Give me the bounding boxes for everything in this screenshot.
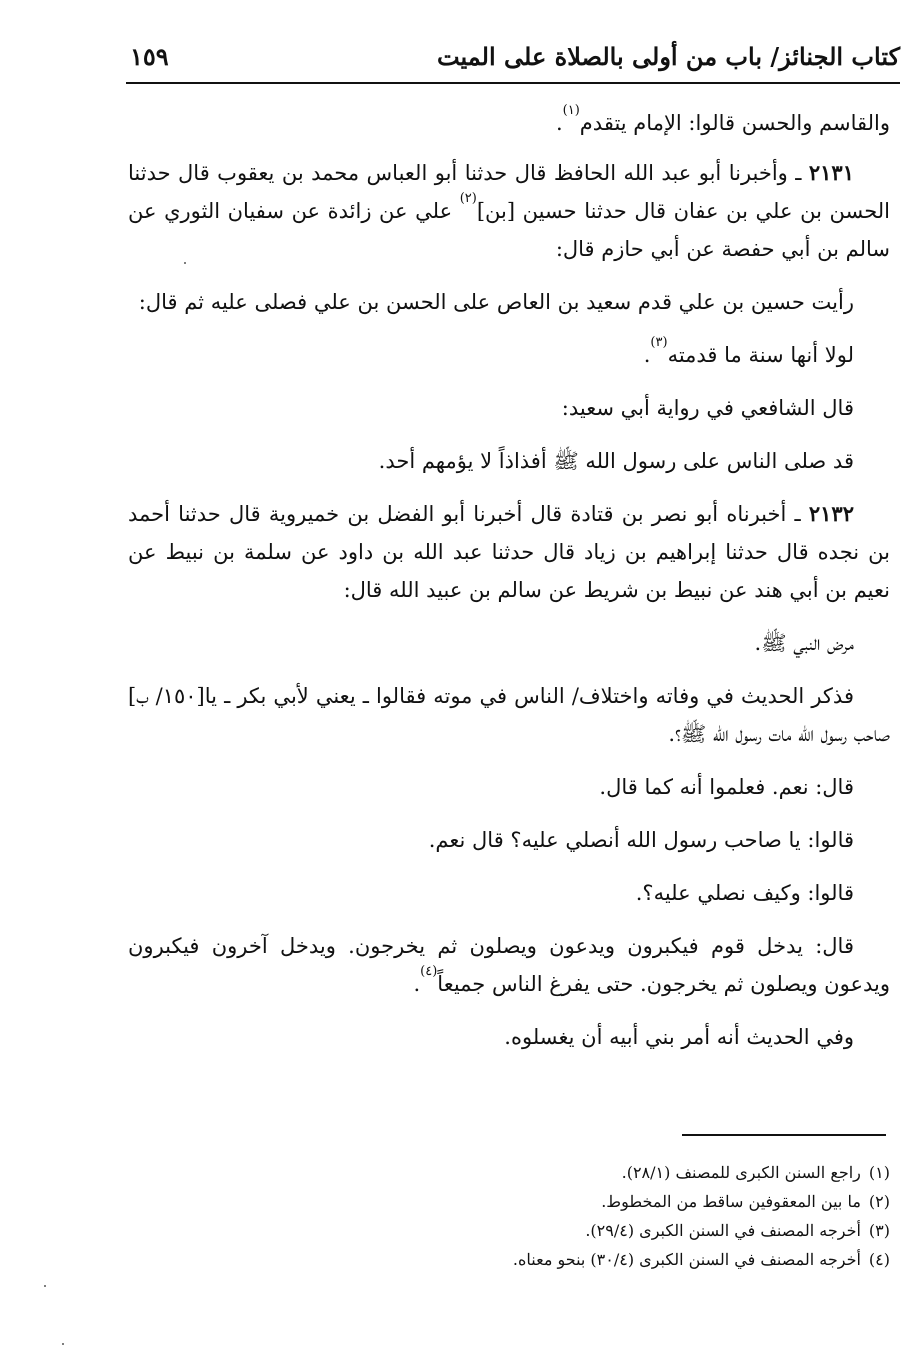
paragraph-4-text: لولا أنها سنة ما قدمته <box>667 343 854 367</box>
paragraph-9-text-continued: صاحب رسول الله مات رسول الله ﷺ؟. <box>668 722 890 746</box>
main-text <box>128 104 890 1071</box>
paragraph-3: رأيت حسين بن علي قدم سعيد بن العاص على الحسن بن علي فصلى عليه ثم قال: <box>138 290 854 314</box>
paragraph-11: قالوا: يا صاحب رسول الله أنصلي عليه؟ قال نعم. <box>428 828 854 852</box>
paragraph-8: مرض النبي ﷺ. <box>754 631 854 655</box>
footnote-1 <box>128 1158 890 1187</box>
manuscript-folio-marker: [١٥٠/ ب] <box>128 684 205 708</box>
footnote-number: (٤) <box>868 1250 890 1269</box>
hadith-text-continued: علي عن زائدة عن سفيان الثوري عن سالم بن أبي حفصة عن أبي حازم قال: <box>128 199 890 261</box>
hadith-text: ـ وأخبرنا أبو عبد الله الحافظ قال حدثنا أبو العباس محمد بن يعقوب قال حدثنا الحسن بن علي بن عفان قال حدثنا حسين [بن] <box>128 161 890 223</box>
paragraph-12: قالوا: وكيف نصلي عليه؟. <box>635 881 854 905</box>
paragraph-4: لولا أنها سنة ما قدمته$^{(٣)}$. <box>643 335 854 367</box>
header-rule <box>126 82 900 84</box>
scan-speck <box>62 1343 64 1345</box>
scan-speck <box>44 1285 46 1287</box>
hadith-number: ٢١٣٢ <box>808 501 854 526</box>
paragraph-6: قد صلى الناس على رسول الله ﷺ أفذاذاً لا يؤمهم أحد. <box>378 449 854 473</box>
paragraph-13: قال: يدخل قوم فيكبرون ويدعون ويصلون ثم يخرجون. ويدخل آخرون فيكبرون ويدعون ويصلون ثم يخرجون. حتى يفرغ الناس جميعاً$^{(٤)}$. <box>128 934 890 996</box>
paragraph-10: قال: نعم. فعلموا أنه كما قال. <box>599 775 854 799</box>
hadith-2131 <box>128 154 890 268</box>
footnote-rule <box>682 1134 886 1136</box>
footnote-number: (١) <box>868 1163 890 1182</box>
paragraph-9 <box>128 677 890 753</box>
paragraph-13-text: قال: يدخل قوم فيكبرون ويدعون ويصلون ثم يخرجون. ويدخل آخرون فيكبرون ويدعون ويصلون ثم يخرجون. حتى يفرغ الناس جميعاً <box>128 934 890 996</box>
footnote-ref-4: (٤) <box>420 964 438 979</box>
scan-speck <box>184 262 186 264</box>
footnote-3 <box>128 1216 890 1245</box>
footnote-ref-2: (٢) <box>459 191 477 206</box>
paragraph-5: قال الشافعي في رواية أبي سعيد: <box>561 396 854 420</box>
footnote-text: ما بين المعقوفين ساقط من المخطوط. <box>601 1192 861 1211</box>
footnote-2 <box>128 1187 890 1216</box>
paragraph-14: وفي الحديث أنه أمر بني أبيه أن يغسلوه. <box>504 1025 854 1049</box>
paragraph-1: والقاسم والحسن قالوا: الإمام يتقدم$^{(١)}$. <box>555 103 890 135</box>
footnote-text: أخرجه المصنف في السنن الكبرى (٢٩/٤). <box>585 1221 861 1240</box>
footnote-number: (٣) <box>868 1221 890 1240</box>
footnote-number: (٢) <box>868 1192 890 1211</box>
footnote-ref-1: (١) <box>562 103 580 118</box>
footnote-text: أخرجه المصنف في السنن الكبرى (٣٠/٤) بنحو معناه. <box>512 1250 861 1269</box>
footnote-ref-3: (٣) <box>650 335 668 350</box>
page-header <box>126 38 900 84</box>
page-number: ١٥٩ <box>130 42 169 71</box>
hadith-text: ـ أخبرناه أبو نصر بن قتادة قال أخبرنا أبو الفضل بن خميروية قال حدثنا أحمد بن نجده قال حدثنا إبراهيم بن زياد قال حدثنا عبد الله بن داود عن سلمة بن نبيط عن نعيم بن أبي هند عن نبيط بن شريط عن سالم بن عبيد الله قال: <box>128 502 890 602</box>
hadith-2132 <box>128 495 890 609</box>
footnote-4 <box>128 1245 890 1274</box>
hadith-number: ٢١٣١ <box>808 160 854 185</box>
paragraph-9-text: فذكر الحديث في وفاته واختلاف/ الناس في موته فقالوا ـ يعني لأبي بكر ـ يا <box>204 684 854 708</box>
footnote-text: راجع السنن الكبرى للمصنف (٢٨/١). <box>621 1163 861 1182</box>
running-title: كتاب الجنائز/ باب من أولى بالصلاة على الميت <box>436 42 900 71</box>
paragraph-1-text: والقاسم والحسن قالوا: الإمام يتقدم <box>579 111 890 135</box>
footnotes <box>128 1158 890 1274</box>
